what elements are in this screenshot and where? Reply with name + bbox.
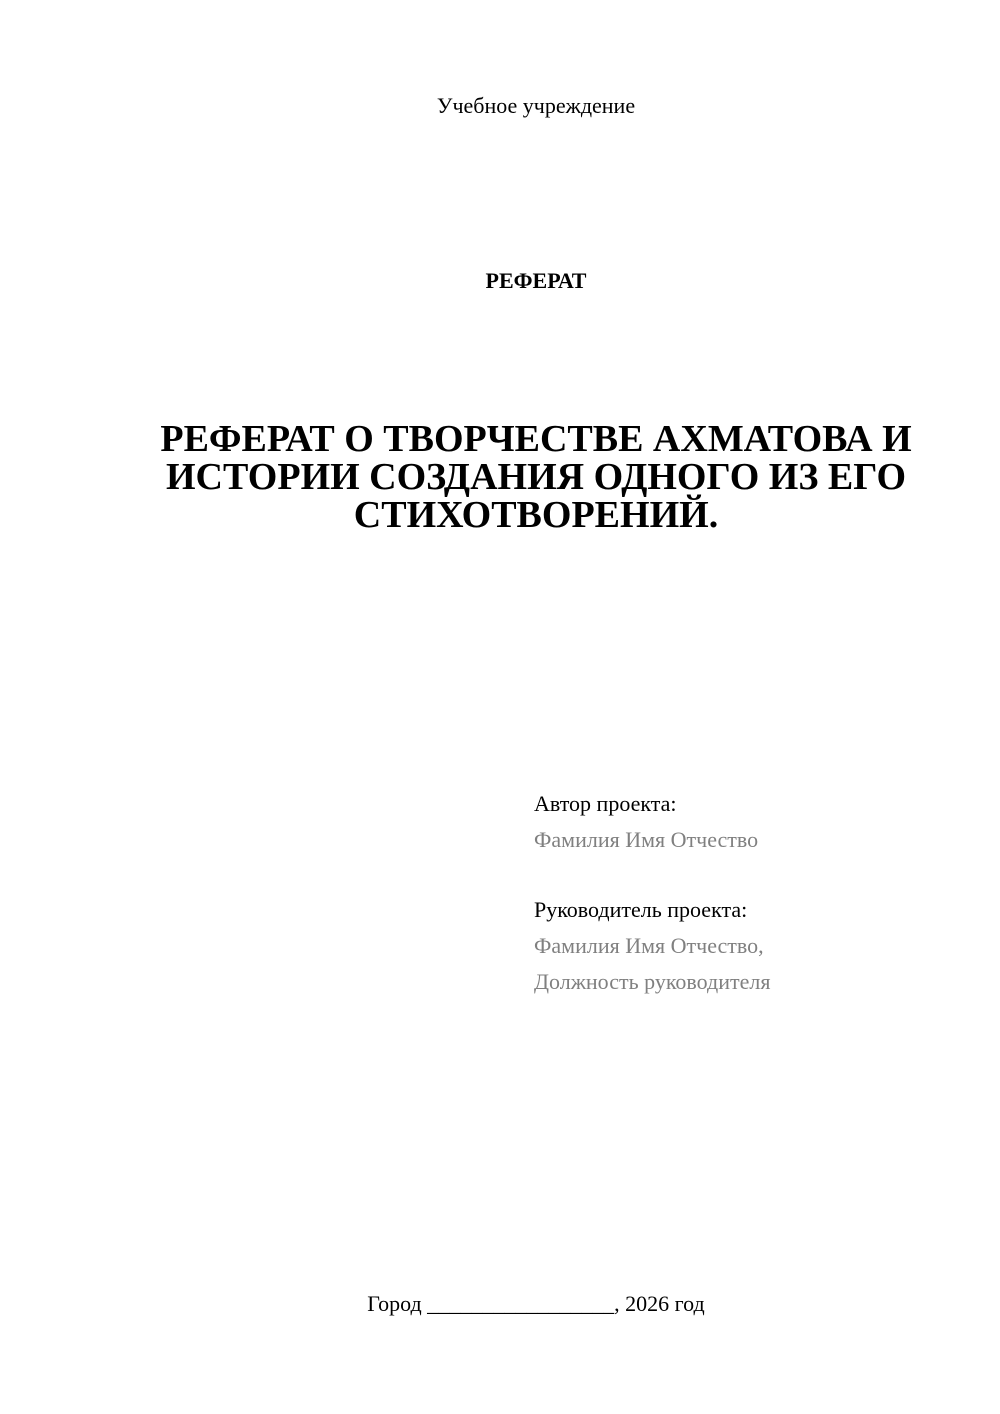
document-title-line-1: РЕФЕРАТ О ТВОРЧЕСТВЕ АХМАТОВА И [160, 418, 912, 460]
supervisor-name: Фамилия Имя Отчество, [534, 933, 764, 958]
supervisor-position: Должность руководителя [534, 969, 771, 994]
document-title-line-2: ИСТОРИИ СОЗДАНИЯ ОДНОГО ИЗ ЕГО [165, 456, 907, 498]
institution-name: Учебное учреждение [436, 93, 636, 118]
author-label: Автор проекта: [534, 791, 677, 816]
city-year-line: Город _________________, 2026 год [367, 1291, 705, 1316]
document-title [100, 420, 972, 534]
author-block [534, 786, 974, 858]
document-title-line-3: СТИХОТВОРЕНИЙ. [353, 494, 719, 536]
supervisor-block [534, 892, 974, 1000]
author-name: Фамилия Имя Отчество [534, 827, 759, 852]
document-type: РЕФЕРАТ [485, 268, 587, 293]
supervisor-label: Руководитель проекта: [534, 897, 748, 922]
